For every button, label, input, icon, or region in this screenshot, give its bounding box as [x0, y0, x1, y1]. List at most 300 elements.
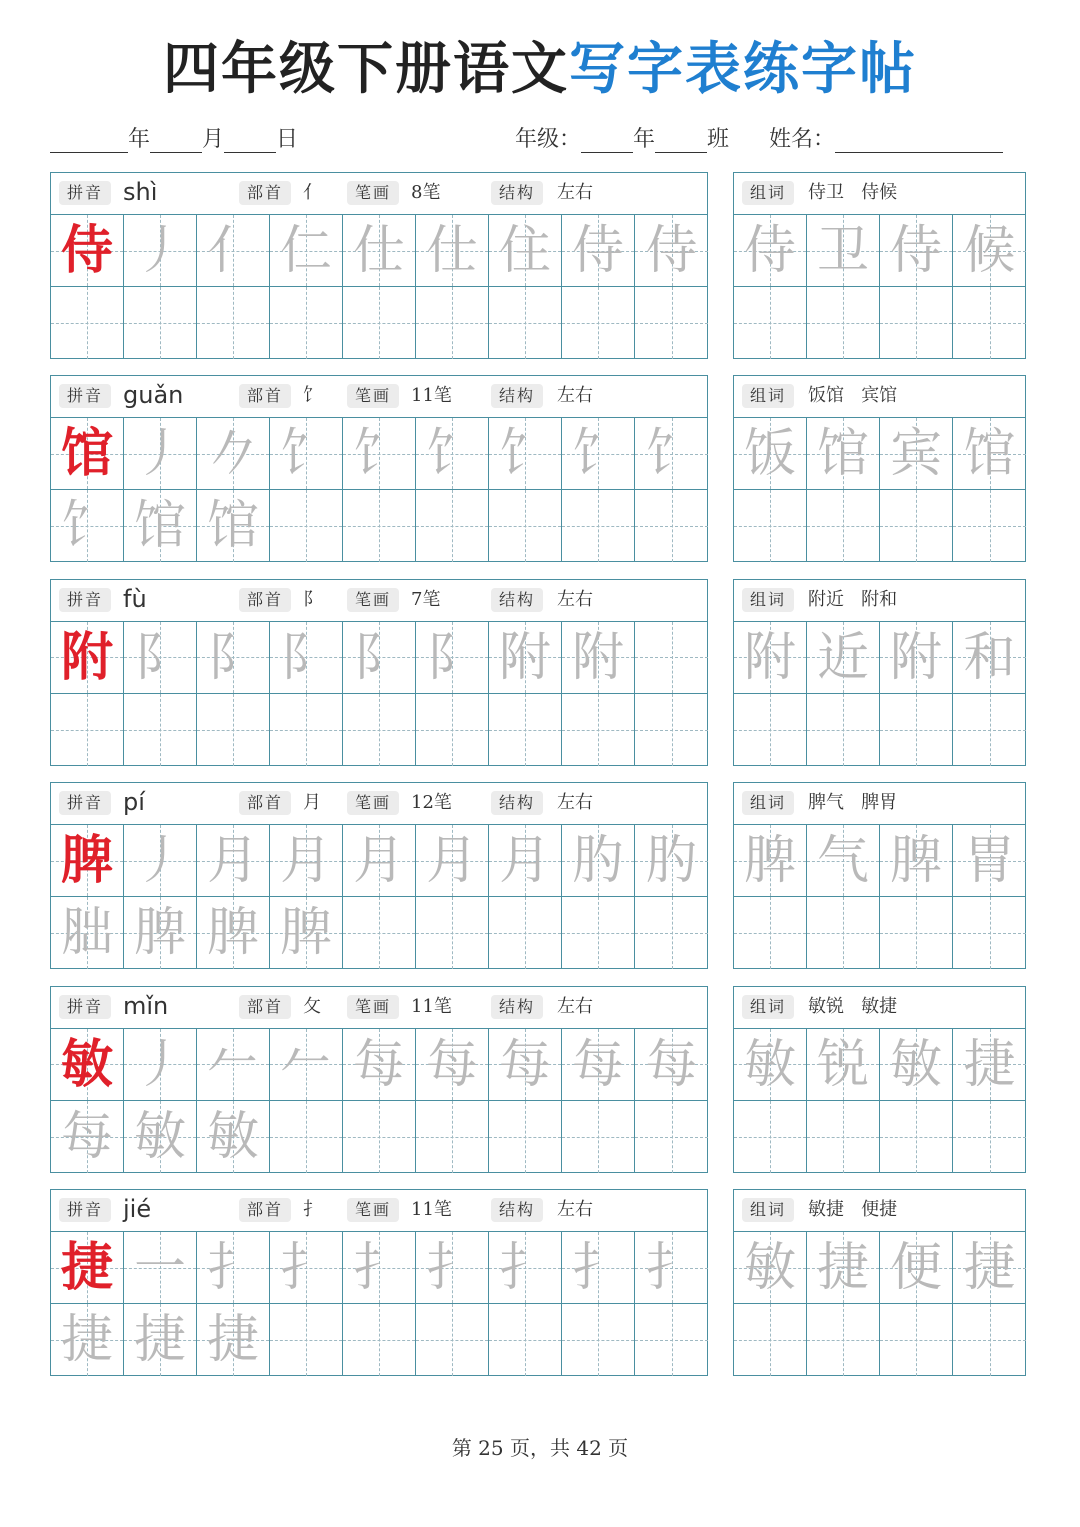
- grid-cell[interactable]: [807, 1304, 880, 1376]
- word-practice-panel: [733, 579, 1026, 766]
- grid-cell[interactable]: [124, 622, 197, 694]
- grid-cell[interactable]: [734, 490, 807, 562]
- grid-cell[interactable]: [953, 1232, 1026, 1304]
- grid-cell[interactable]: [51, 897, 124, 969]
- grid-cell[interactable]: [51, 1232, 124, 1304]
- word-character: 敏: [889, 1034, 942, 1095]
- grid-cell[interactable]: [124, 418, 197, 490]
- grid-cell[interactable]: [562, 490, 635, 562]
- stroke-step: 附: [571, 627, 624, 688]
- grid-cell[interactable]: [562, 418, 635, 490]
- grid-cell[interactable]: [416, 418, 489, 490]
- pinyin-value: guǎn: [123, 381, 184, 410]
- stroke-practice-panel: [50, 172, 708, 359]
- model-character: 侍: [60, 220, 113, 281]
- stroke-step: 扌: [279, 1238, 332, 1298]
- grid-cell[interactable]: [880, 490, 953, 562]
- grid-cell[interactable]: [343, 215, 416, 287]
- word-character: 气: [816, 831, 869, 892]
- word-character: 近: [816, 627, 869, 688]
- stroke-step: 阝: [133, 627, 186, 688]
- radical-tag: 部首: [239, 384, 291, 408]
- stroke-step: 每: [352, 1034, 405, 1095]
- grid-cell[interactable]: [197, 825, 270, 897]
- grid-cell[interactable]: [197, 694, 270, 766]
- grid-cell[interactable]: [270, 694, 343, 766]
- grid-cell[interactable]: [343, 897, 416, 969]
- pinyin-tag: 拼音: [59, 791, 111, 815]
- pinyin-value: fù: [123, 584, 147, 613]
- structure-value: 左右: [557, 182, 593, 203]
- month-blank[interactable]: [150, 130, 202, 153]
- grid-cell[interactable]: [880, 1304, 953, 1376]
- stroke-step: 扌: [571, 1238, 624, 1298]
- stroke-step: 扌: [645, 1238, 698, 1298]
- stroke-step: 扌: [352, 1238, 405, 1298]
- stroke-step: 饣: [279, 424, 332, 485]
- grid-cell[interactable]: [807, 490, 880, 562]
- grid-cell[interactable]: [51, 1029, 124, 1101]
- character-block: [50, 375, 1026, 564]
- grid-cell[interactable]: [880, 215, 953, 287]
- grid-cell[interactable]: [807, 418, 880, 490]
- character-info-header: [51, 987, 707, 1029]
- grid-cell[interactable]: [734, 287, 807, 359]
- grid-cell[interactable]: [124, 1029, 197, 1101]
- stroke-step: 捷: [60, 1310, 113, 1370]
- stroke-step: 丿: [133, 831, 186, 892]
- structure-value: 左右: [557, 385, 593, 407]
- grid-cell[interactable]: [734, 622, 807, 694]
- grid-cell[interactable]: [562, 622, 635, 694]
- words-value: 敏捷 便捷: [808, 1199, 898, 1220]
- radical-value: 饣: [303, 385, 321, 407]
- grid-cell[interactable]: [51, 694, 124, 766]
- name-blank[interactable]: [835, 130, 1003, 153]
- pinyin-value: pí: [123, 788, 145, 817]
- grid-cell[interactable]: [197, 418, 270, 490]
- structure-value: 左右: [557, 792, 593, 814]
- grid-cell[interactable]: [343, 1232, 416, 1304]
- grid-cell[interactable]: [270, 490, 343, 562]
- word-character: 侍: [743, 221, 796, 281]
- stroke-step: 捷: [133, 1310, 186, 1370]
- stroke-step: 每: [571, 1034, 624, 1095]
- stroke-step: 阝: [352, 627, 405, 688]
- grid-cell[interactable]: [953, 1304, 1026, 1376]
- stroke-step: 侍: [645, 221, 698, 281]
- stroke-step: 𠂉: [279, 1034, 332, 1095]
- grid-cell[interactable]: [489, 897, 562, 969]
- grid-cell[interactable]: [734, 825, 807, 897]
- grid-cell[interactable]: [416, 490, 489, 562]
- stroke-step: 每: [425, 1034, 478, 1095]
- grid-cell[interactable]: [197, 287, 270, 359]
- word-character: 附: [889, 627, 942, 688]
- grid-cell[interactable]: [51, 1101, 124, 1173]
- stroke-step: 月: [425, 831, 478, 892]
- grid-cell[interactable]: [343, 694, 416, 766]
- grid-cell[interactable]: [489, 1304, 562, 1376]
- word-character: 脾: [743, 831, 796, 892]
- grade-blank[interactable]: [581, 130, 633, 153]
- stroke-step: 肑: [571, 831, 624, 892]
- word-character: 敏: [743, 1034, 796, 1095]
- words-tag: 组词: [742, 384, 794, 408]
- stroke-step: 仕: [425, 221, 478, 281]
- grid-cell[interactable]: [51, 418, 124, 490]
- grid-cell[interactable]: [197, 622, 270, 694]
- grid-cell[interactable]: [124, 825, 197, 897]
- grid-cell[interactable]: [124, 287, 197, 359]
- grid-cell[interactable]: [734, 1232, 807, 1304]
- word-character: 馆: [963, 424, 1016, 485]
- stroke-step: 饣: [571, 424, 624, 485]
- model-character: 馆: [60, 423, 113, 485]
- grid-cell[interactable]: [807, 694, 880, 766]
- stroke-step: 饣: [352, 424, 405, 485]
- grid-cell[interactable]: [807, 622, 880, 694]
- stroke-step: 阝: [425, 627, 478, 688]
- stroke-practice-panel: [50, 782, 708, 969]
- word-practice-panel: [733, 375, 1026, 562]
- pinyin-value: mǐn: [123, 991, 169, 1020]
- grid-cell[interactable]: [343, 418, 416, 490]
- structure-tag: 结构: [491, 1198, 543, 1222]
- grid-cell[interactable]: [489, 825, 562, 897]
- grid-cell[interactable]: [343, 1304, 416, 1376]
- strokes-tag: 笔画: [347, 181, 399, 205]
- day-blank[interactable]: [224, 130, 276, 153]
- stroke-step: 脾: [133, 903, 186, 964]
- grid-cell[interactable]: [489, 1029, 562, 1101]
- pinyin-tag: 拼音: [59, 995, 111, 1019]
- grid-cell[interactable]: [635, 1029, 708, 1101]
- grid-cell[interactable]: [489, 287, 562, 359]
- grid-cell[interactable]: [807, 1232, 880, 1304]
- grid-cell[interactable]: [807, 287, 880, 359]
- stroke-step: 捷: [206, 1310, 259, 1370]
- grid-cell[interactable]: [807, 1029, 880, 1101]
- character-block: [50, 579, 1026, 768]
- stroke-step: 扌: [206, 1238, 259, 1298]
- grid-cell[interactable]: [270, 622, 343, 694]
- grid-cell[interactable]: [489, 1101, 562, 1173]
- strokes-tag: 笔画: [347, 995, 399, 1019]
- grid-cell[interactable]: [953, 825, 1026, 897]
- grid-cell[interactable]: [197, 1029, 270, 1101]
- grid-cell[interactable]: [635, 215, 708, 287]
- grid-cell[interactable]: [562, 1304, 635, 1376]
- grid-cell[interactable]: [416, 1232, 489, 1304]
- word-character: 侍: [889, 221, 942, 281]
- words-header: [734, 1190, 1025, 1232]
- grid-cell[interactable]: [489, 215, 562, 287]
- grid-cell[interactable]: [270, 1304, 343, 1376]
- words-header: [734, 987, 1025, 1029]
- stroke-step: 敏: [133, 1106, 186, 1167]
- grid-cell[interactable]: [807, 215, 880, 287]
- grid-cell[interactable]: [489, 622, 562, 694]
- words-value: 附近 附和: [808, 588, 898, 610]
- stroke-step: 仁: [279, 221, 332, 281]
- grid-cell[interactable]: [635, 1101, 708, 1173]
- name-label: 姓名：: [769, 127, 836, 152]
- word-practice-panel: [733, 986, 1026, 1173]
- grid-cell[interactable]: [416, 1101, 489, 1173]
- grid-cell[interactable]: [562, 897, 635, 969]
- grid-cell[interactable]: [953, 490, 1026, 562]
- grid-cell[interactable]: [562, 1232, 635, 1304]
- words-header: [734, 783, 1025, 825]
- stroke-step: 𠂊: [206, 424, 259, 485]
- grid-cell[interactable]: [270, 215, 343, 287]
- grid-cell[interactable]: [197, 1101, 270, 1173]
- stroke-step: 饣: [425, 424, 478, 485]
- stroke-practice-panel: [50, 986, 708, 1173]
- grid-cell[interactable]: [489, 694, 562, 766]
- strokes-value: 11笔: [411, 1199, 452, 1220]
- month-label: 月: [202, 127, 225, 152]
- strokes-value: 7笔: [411, 588, 441, 610]
- info-line: [50, 122, 1026, 152]
- grid-cell[interactable]: [880, 418, 953, 490]
- grid-cell[interactable]: [197, 1232, 270, 1304]
- grid-cell[interactable]: [343, 287, 416, 359]
- grid-cell[interactable]: [124, 897, 197, 969]
- character-block: [50, 782, 1026, 971]
- word-character: 馆: [816, 424, 869, 485]
- grid-cell[interactable]: [562, 825, 635, 897]
- character-info-header: [51, 376, 707, 418]
- structure-value: 左右: [557, 995, 593, 1017]
- structure-tag: 结构: [491, 995, 543, 1019]
- grid-cell[interactable]: [197, 490, 270, 562]
- grid-cell[interactable]: [270, 287, 343, 359]
- grid-cell[interactable]: [343, 1101, 416, 1173]
- grid-cell[interactable]: [124, 1304, 197, 1376]
- word-practice-panel: [733, 1189, 1026, 1376]
- stroke-step: 月: [279, 831, 332, 892]
- title-highlight: 写字表练字帖: [569, 37, 917, 102]
- words-tag: 组词: [742, 995, 794, 1019]
- grid-cell[interactable]: [197, 1304, 270, 1376]
- year-blank[interactable]: [50, 130, 128, 153]
- grid-cell[interactable]: [562, 287, 635, 359]
- stroke-practice-panel: [50, 1189, 708, 1376]
- stroke-step: 每: [60, 1106, 113, 1167]
- grid-cell[interactable]: [635, 694, 708, 766]
- word-character: 附: [743, 627, 796, 688]
- stroke-step: 饣: [498, 424, 551, 485]
- grid-cell[interactable]: [635, 287, 708, 359]
- structure-tag: 结构: [491, 384, 543, 408]
- grid-cell[interactable]: [51, 825, 124, 897]
- word-character: 饭: [743, 424, 796, 485]
- stroke-practice-panel: [50, 579, 708, 766]
- model-character: 捷: [60, 1237, 113, 1298]
- grid-cell[interactable]: [880, 287, 953, 359]
- grid-cell[interactable]: [562, 215, 635, 287]
- grid-cell[interactable]: [51, 490, 124, 562]
- word-character: 候: [963, 221, 1016, 281]
- stroke-step: 扌: [425, 1238, 478, 1298]
- grid-cell[interactable]: [51, 215, 124, 287]
- words-value: 侍卫 侍候: [808, 182, 898, 203]
- grid-cell[interactable]: [880, 694, 953, 766]
- radical-tag: 部首: [239, 791, 291, 815]
- grid-cell[interactable]: [635, 1232, 708, 1304]
- grid-cell[interactable]: [489, 1232, 562, 1304]
- word-character: 和: [963, 627, 1016, 688]
- grid-cell[interactable]: [124, 1101, 197, 1173]
- grid-cell[interactable]: [270, 897, 343, 969]
- grid-cell[interactable]: [953, 1029, 1026, 1101]
- grid-cell[interactable]: [734, 215, 807, 287]
- class-blank[interactable]: [655, 130, 707, 153]
- grid-cell[interactable]: [124, 215, 197, 287]
- grid-cell[interactable]: [880, 622, 953, 694]
- grid-cell[interactable]: [880, 1101, 953, 1173]
- character-block: [50, 172, 1026, 361]
- model-character: 附: [60, 626, 113, 688]
- structure-tag: 结构: [491, 791, 543, 815]
- grid-cell[interactable]: [734, 418, 807, 490]
- grid-cell[interactable]: [489, 418, 562, 490]
- grid-cell[interactable]: [734, 694, 807, 766]
- grid-cell[interactable]: [734, 1101, 807, 1173]
- character-info-header: [51, 1190, 707, 1232]
- radical-tag: 部首: [239, 588, 291, 612]
- stroke-step: 住: [498, 221, 551, 281]
- word-practice-panel: [733, 172, 1026, 359]
- grid-cell[interactable]: [416, 622, 489, 694]
- grid-cell[interactable]: [124, 694, 197, 766]
- title-main: 四年级下册语文: [163, 37, 569, 102]
- stroke-step: 阝: [206, 627, 259, 688]
- radical-value: 阝: [303, 588, 321, 610]
- grid-cell[interactable]: [562, 694, 635, 766]
- stroke-step: 肑: [645, 831, 698, 892]
- grid-cell[interactable]: [880, 1029, 953, 1101]
- grid-cell[interactable]: [734, 1304, 807, 1376]
- grade-year-label: 年: [633, 127, 656, 152]
- grid-cell[interactable]: [953, 418, 1026, 490]
- stroke-step: 每: [645, 1034, 698, 1095]
- character-info-header: [51, 783, 707, 825]
- grid-cell[interactable]: [734, 1029, 807, 1101]
- word-character: 捷: [963, 1034, 1016, 1095]
- strokes-tag: 笔画: [347, 1198, 399, 1222]
- grid-cell[interactable]: [953, 694, 1026, 766]
- strokes-tag: 笔画: [347, 384, 399, 408]
- year-label: 年: [128, 127, 151, 152]
- words-tag: 组词: [742, 181, 794, 205]
- stroke-step: 每: [498, 1034, 551, 1095]
- grid-cell[interactable]: [489, 490, 562, 562]
- grid-cell[interactable]: [635, 418, 708, 490]
- structure-value: 左右: [557, 1199, 593, 1220]
- grid-cell[interactable]: [953, 287, 1026, 359]
- word-practice-panel: [733, 782, 1026, 969]
- stroke-step: 饣: [60, 496, 113, 557]
- words-header: [734, 376, 1025, 418]
- grid-cell[interactable]: [343, 1029, 416, 1101]
- grid-cell[interactable]: [343, 825, 416, 897]
- grid-cell[interactable]: [635, 897, 708, 969]
- grid-cell[interactable]: [416, 694, 489, 766]
- grid-cell[interactable]: [807, 825, 880, 897]
- grid-cell[interactable]: [953, 1101, 1026, 1173]
- grid-cell[interactable]: [953, 897, 1026, 969]
- grid-cell[interactable]: [197, 215, 270, 287]
- grid-cell[interactable]: [124, 1232, 197, 1304]
- radical-value: 亻: [303, 182, 321, 203]
- stroke-step: 一: [133, 1238, 186, 1298]
- grid-cell[interactable]: [807, 1101, 880, 1173]
- grid-cell[interactable]: [562, 1029, 635, 1101]
- words-tag: 组词: [742, 1198, 794, 1222]
- grid-cell[interactable]: [807, 897, 880, 969]
- structure-tag: 结构: [491, 181, 543, 205]
- grid-cell[interactable]: [635, 1304, 708, 1376]
- words-value: 饭馆 宾馆: [808, 385, 898, 407]
- grid-cell[interactable]: [270, 1232, 343, 1304]
- grid-cell[interactable]: [270, 1029, 343, 1101]
- stroke-step: 馆: [206, 496, 259, 557]
- character-block: [50, 986, 1026, 1175]
- grid-cell[interactable]: [416, 897, 489, 969]
- grid-cell[interactable]: [953, 622, 1026, 694]
- grid-cell[interactable]: [270, 1101, 343, 1173]
- strokes-value: 8笔: [411, 182, 441, 203]
- word-character: 便: [889, 1238, 942, 1298]
- grid-cell[interactable]: [416, 1029, 489, 1101]
- grid-cell[interactable]: [953, 215, 1026, 287]
- grid-cell[interactable]: [416, 215, 489, 287]
- grid-cell[interactable]: [880, 825, 953, 897]
- word-character: 宾: [889, 424, 942, 485]
- grid-cell[interactable]: [635, 490, 708, 562]
- grid-cell[interactable]: [270, 418, 343, 490]
- grid-cell[interactable]: [124, 490, 197, 562]
- grid-cell[interactable]: [734, 897, 807, 969]
- grid-cell[interactable]: [880, 897, 953, 969]
- grid-cell[interactable]: [635, 825, 708, 897]
- grid-cell[interactable]: [416, 287, 489, 359]
- grid-cell[interactable]: [343, 622, 416, 694]
- stroke-step: 附: [498, 627, 551, 688]
- grid-cell[interactable]: [270, 825, 343, 897]
- word-character: 捷: [963, 1238, 1016, 1298]
- grid-cell[interactable]: [51, 287, 124, 359]
- structure-tag: 结构: [491, 588, 543, 612]
- grid-cell[interactable]: [562, 1101, 635, 1173]
- grid-cell[interactable]: [343, 490, 416, 562]
- stroke-step: 亻: [206, 221, 259, 281]
- grid-cell[interactable]: [880, 1232, 953, 1304]
- grid-cell[interactable]: [51, 622, 124, 694]
- grid-cell[interactable]: [197, 897, 270, 969]
- radical-value: 月: [303, 792, 321, 814]
- stroke-practice-panel: [50, 375, 708, 562]
- grid-cell[interactable]: [416, 1304, 489, 1376]
- grid-cell[interactable]: [635, 622, 708, 694]
- grid-cell[interactable]: [51, 1304, 124, 1376]
- grid-cell[interactable]: [416, 825, 489, 897]
- words-header: [734, 580, 1025, 622]
- strokes-tag: 笔画: [347, 791, 399, 815]
